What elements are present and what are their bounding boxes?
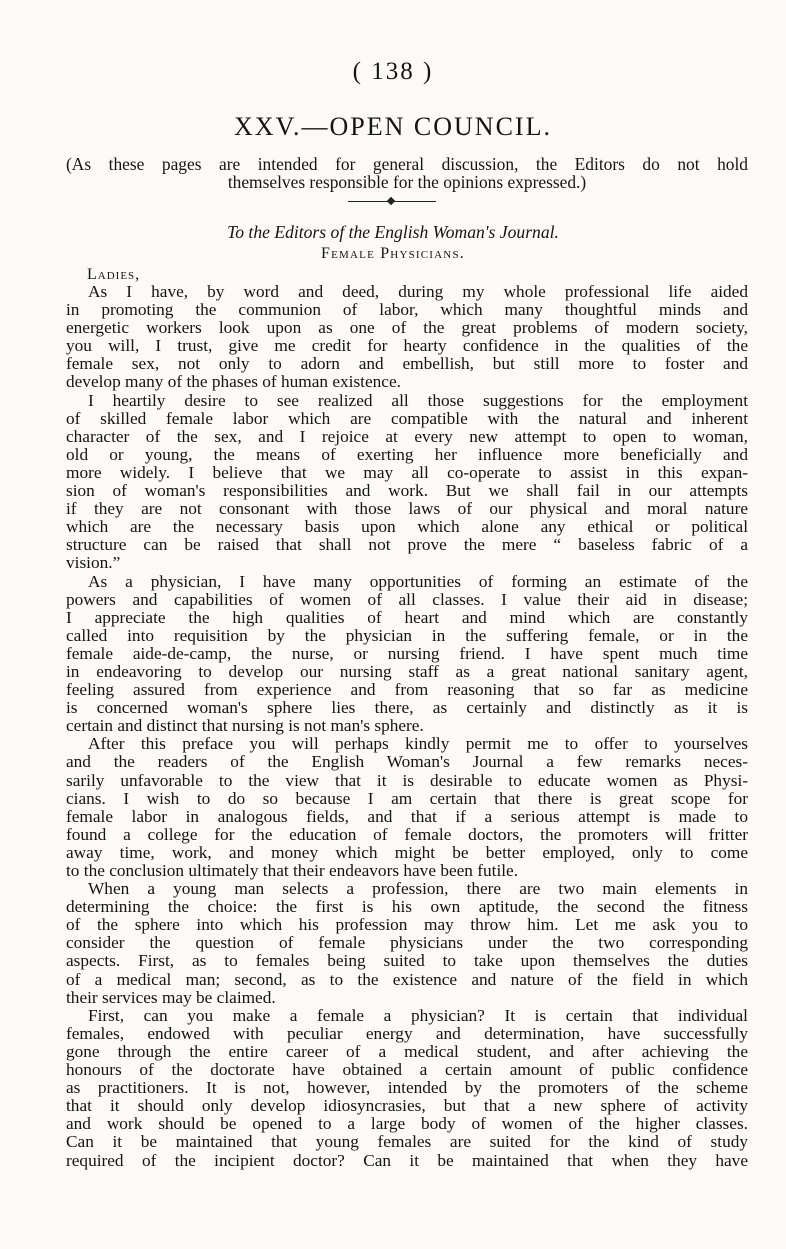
text-line: and the readers of the English Woman's Journal a few remarks neces- (66, 752, 748, 772)
text-line: develop many of the phases of human existence. (66, 372, 401, 392)
section-divider (348, 201, 436, 202)
divider-ornament (387, 197, 395, 205)
text-line: of a medical man; second, as to the existence and nature of the field in which (66, 969, 748, 989)
text-line: to the conclusion ultimately that their endeavors have been futile. (66, 861, 519, 880)
text-line: old or young, the means of exerting her influence more beneficially and (66, 444, 748, 464)
text-line: gone through the entire career of a medical student, and after achieving the (66, 1041, 748, 1061)
text-line: vision.” (66, 553, 121, 573)
text-line: more widely. I believe that we may all co-operate to assist in this expan- (66, 462, 748, 482)
text-line: female labor in analogous fields, and that if a serious attempt is made to (66, 806, 748, 826)
editorial-note (66, 155, 748, 191)
text-line: in promoting the communion of labor, which many thoughtful minds and (66, 300, 748, 320)
text-line: determining the choice: the first is his own aptitude, the second the fitness (66, 897, 748, 917)
text-line: First, can you make a female a physician? It is certain that individual (88, 1005, 748, 1025)
text-line: As I have, by word and deed, during my whole professional life aided (88, 282, 748, 301)
text-line: After this preface you will perhaps kindly permit me to offer to yourselves (88, 734, 748, 754)
text-line: away time, work, and money which might be better employed, only to come (66, 842, 748, 862)
text-line: and work should be opened to a large body of women of the higher classes. (66, 1114, 748, 1134)
text-line: When a young man selects a profession, there are two main elements in (88, 879, 748, 899)
chapter-title: XXV.—OPEN COUNCIL. (234, 112, 552, 141)
text-line: female sex, not only to adorn and embellish, but still more to foster and (66, 354, 748, 374)
text-line: structure can be raised that shall not prove the mere “ baseless fabric of a (66, 535, 748, 555)
text-line: feeling assured from experience and from reasoning that so far as medicine (66, 680, 748, 700)
text-line: certain and distinct that nursing is not man's sphere. (66, 716, 424, 736)
text-line: that it should only develop idiosyncrasies, but that a new sphere of activity (66, 1096, 748, 1116)
text-line: sion of woman's responsibilities and work. But we shall fail in our attempts (66, 481, 748, 501)
text-line: required of the incipient doctor? Can it be maintained that when they have (66, 1150, 748, 1170)
editorial-note-line: (As these pages are intended for general discussion, the Editors do not hold (66, 154, 748, 174)
text-line: aspects. First, as to females being suited to take upon themselves the duties (66, 951, 748, 971)
text-line: female aide-de-camp, the nurse, or nursing friend. I have spent much time (66, 643, 748, 663)
text-line: called into requisition by the physician in the suffering female, or in the (66, 625, 748, 645)
letter-body (66, 283, 748, 1170)
text-line: is concerned woman's sphere lies there, as certainly and distinctly as it is (66, 698, 748, 718)
letter-salutation: Ladies, (87, 266, 141, 283)
letter-heading: Female Physicians. (321, 245, 465, 262)
text-line: you will, I trust, give me credit for hearty confidence in the qualities of the (66, 336, 748, 356)
text-line: character of the sex, and I rejoice at every new attempt to open to woman, (66, 426, 748, 446)
text-line: consider the question of female physicians under the two corresponding (66, 933, 748, 953)
text-line: of the sphere into which his profession may throw him. Let me ask you to (66, 915, 748, 935)
text-line: females, endowed with peculiar energy and determination, have successfully (66, 1023, 748, 1043)
text-line: I appreciate the high qualities of heart and mind which are constantly (66, 607, 748, 627)
text-line: found a college for the education of female doctors, the promoters will fritter (66, 824, 748, 844)
text-line: honours of the doctorate have obtained a certain amount of public confidence (66, 1060, 748, 1080)
text-line: As a physician, I have many opportunities of forming an estimate of the (88, 571, 748, 591)
text-line: in endeavoring to develop our nursing staff as a great national sanitary agent, (66, 661, 748, 681)
text-line: energetic workers look upon as one of the great problems of modern society, (66, 318, 748, 338)
text-line: Can it be maintained that young females are suited for the kind of study (66, 1132, 748, 1152)
text-line: as practitioners. It is not, however, intended by the promoters of the scheme (66, 1078, 748, 1098)
text-line: powers and capabilities of women of all classes. I value their aid in disease; (66, 589, 748, 609)
text-line: cians. I wish to do so because I am certain that there is great scope for (66, 788, 748, 808)
page-number: ( 138 ) (352, 58, 434, 85)
text-line: if they are not consonant with those laws of our physical and moral nature (66, 499, 748, 519)
text-line: of skilled female labor which are compatible with the natural and inherent (66, 408, 748, 428)
letter-addressee: To the Editors of the English Woman's Journal. (227, 222, 559, 242)
text-line: their services may be claimed. (66, 987, 276, 1007)
text-line: I heartily desire to see realized all those suggestions for the employment (88, 390, 748, 410)
text-line: sarily unfavorable to the view that it is desirable to educate women as Physi- (66, 770, 748, 790)
text-line: which are the necessary basis upon which alone any ethical or political (66, 517, 748, 537)
editorial-note-line: themselves responsible for the opinions expressed.) (227, 172, 587, 192)
